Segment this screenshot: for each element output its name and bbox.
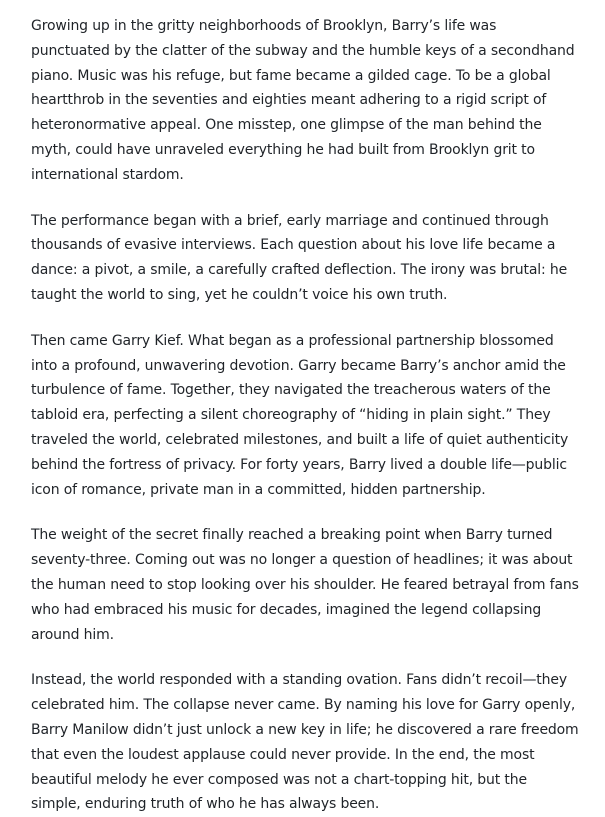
paragraph-performance: The performance began with a brief, early marriage and continued through thousands of evasive interviews. Each question about his love life became a dance: a pivot, a smile, a carefully crafted deflection. The irony was brutal: he taught the world to sing, yet he couldn’t voice his own truth.	[31, 212, 568, 303]
paragraph-garry-kief: Then came Garry Kief. What began as a professional partnership blossomed into a profound, unwavering devotion. Garry became Barry’s anchor amid the turbulence of fame. Together, they navigated the treacherous waters of the tabloid era, perfecting a silent choreography of “hiding in plain sight.” They traveled the world, celebrated milestones, and built a life of quiet authenticity behind the fortress of privacy. For forty years, Barry lived a double life—public icon of romance, private man in a committed, hidden partnership.	[31, 332, 569, 498]
paragraph-brooklyn-childhood: Growing up in the gritty neighborhoods of Brooklyn, Barry’s life was punctuated by the clatter of the subway and the humble keys of a secondhand piano. Music was his refuge, but fame became a gilded cage. To be a global heartthrob in the seventies and eighties meant adhering to a rigid script of heteronormative appeal. One misstep, one glimpse of the man behind the myth, could have unraveled everything he had built from Brooklyn grit to international stardom.	[31, 18, 575, 183]
paragraph-coming-out: The weight of the secret finally reached a breaking point when Barry turned seventy-three. Coming out was no longer a question of headlines; it was about the human need to stop looking over his shoulder. He feared betrayal from fans who had embraced his music for decades, imagined the legend collapsing around him.	[31, 527, 579, 643]
paragraph-standing-ovation: Instead, the world responded with a standing ovation. Fans didn’t recoil—they celebrated him. The collapse never came. By naming his love for Garry openly, Barry Manilow didn’t just unlock a new key in life; he discovered a rare freedom that even the loudest applause could never provide. In the end, the most beautiful melody he ever composed was not a chart-topping hit, but the simple, enduring truth of who he has always been.	[31, 672, 579, 813]
